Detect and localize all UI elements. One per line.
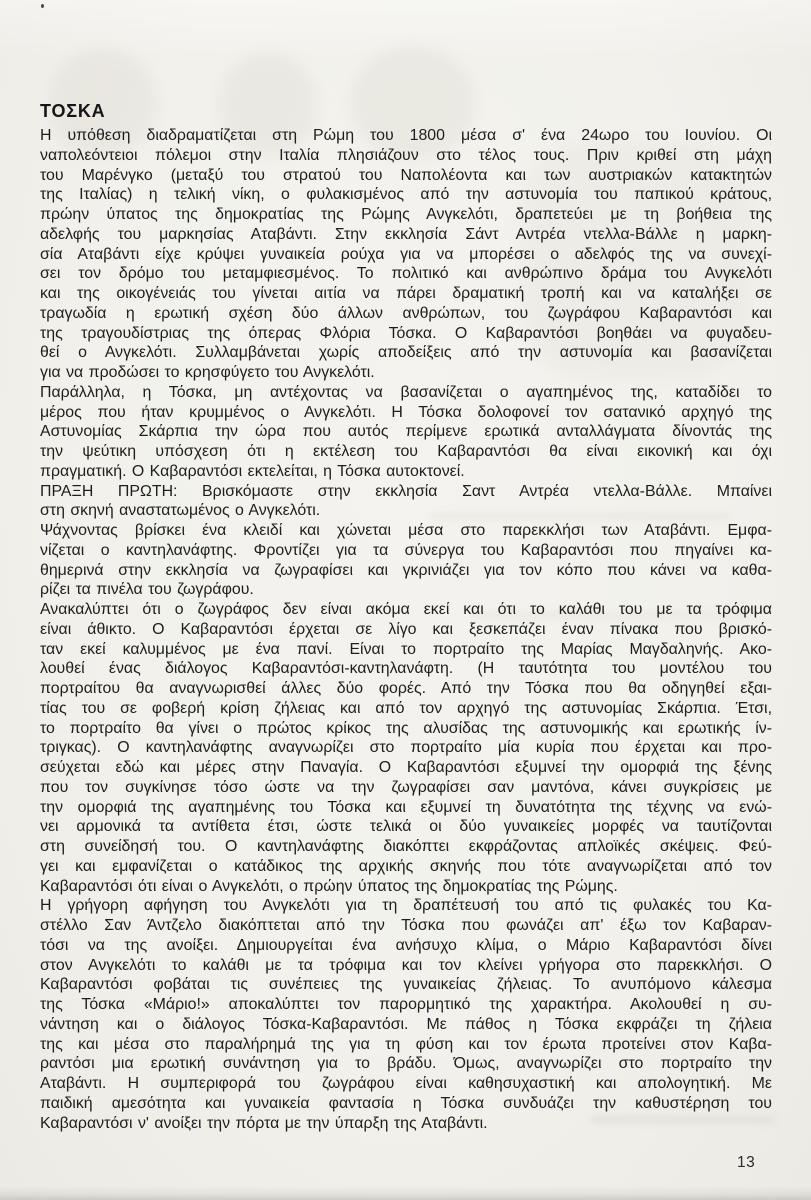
text-line: στη σκηνή αναστατωμένος ο Ανγκελότι.: [40, 502, 321, 520]
text-line: ναπολεόντειοι πόλεμοι στην Ιταλία πλησιάζουν στο τέλος τους. Πριν κριθεί στη μάχη: [40, 146, 772, 164]
text-line: που τον συγκίνησε τόσο ώστε να την ζωγραφίσει σαν μαντόνα, κάνει συγκρίσεις με: [40, 778, 772, 796]
text-line: τίας του σε φοβερή κρίση ζήλειας και από τον αρχηγό της αστυνομίας Σκάρπια. Έτσι,: [40, 699, 772, 717]
text-line: Η υπόθεση διαδραματίζεται στη Ρώμη του 1800 μέσα σ' ένα 24ωρο του Ιουνίου. Οι: [40, 127, 772, 144]
text-line: το πορτραίτο θα γίνει ο πρώτος κρίκος της αλυσίδας της αστυνομικής και ερωτικής ίν-: [40, 719, 772, 737]
text-line: ρίζει τα πινέλα του ζωγράφου.: [40, 581, 254, 599]
text-line: θημερινά στην εκκλησία να ζωγραφίσει και γκρινιάζει για τον κόπο που κάνει να καθα-: [40, 561, 772, 579]
text-line: της τραγουδίστριας της όπερας Φλόρια Τόσκα. Ο Καβαραντόσι βοηθάει να φυγαδευ-: [40, 324, 772, 342]
article-body: [40, 126, 772, 1133]
text-line: θεί ο Ανγκελότι. Συλλαμβάνεται χωρίς αποδείξεις από την αστυνομία και βασανίζεται: [40, 344, 772, 362]
text-line: Καβαραντόσι φοβάται τις συνέπειες της γυναικείας ζήλειας. Το ανυπόμονο κάλεσμα: [40, 976, 772, 994]
paragraph: [40, 521, 772, 600]
text-line: τραγωδία η ερωτική σχέση δύο άλλων ανθρώπων, του ζωγράφου Καβαραντόσι και: [40, 304, 772, 322]
text-line: της Τόσκα «Μάριο!» αποκαλύπτει τον παρορμητικό της χαρακτήρα. Ακολουθεί η συ-: [40, 996, 772, 1013]
text-line: Ψάχνοντας βρίσκει ένα κλειδί και χώνεται μέσα στο παρεκκλήσι των Αταβάντι. Εμφα-: [40, 522, 772, 539]
text-line: Η γρήγορη αφήγηση του Ανγκελότι για τη δραπέτευσή του από τις φυλακές του Κα-: [40, 897, 772, 915]
page-title: ΤΟΣΚΑ: [40, 101, 106, 122]
paragraph: [40, 600, 772, 896]
text-line: νίζεται ο καντηλανάφτης. Φροντίζει για τα σύνεργα του Καβαραντόσι που πηγαίνει κα-: [40, 541, 772, 559]
text-line: Ανακαλύπτει ότι ο ζωγράφος δεν είναι ακόμα εκεί και ότι το καλάθι του με τα τρόφιμα: [40, 601, 772, 618]
text-line: Καβαραντόσι ότι είναι ο Ανγκελότι, ο πρώην ύπατος της δημοκρατίας της Ρώμης.: [40, 877, 618, 895]
paragraph: [40, 896, 772, 1133]
text-line: στη συνείδησή του. Ο καντηλανάφτης διακόπτει εκφράζοντας απλοϊκές σκέψεις. Φεύ-: [40, 838, 772, 855]
text-line: Αταβάντι. Η συμπεριφορά του ζωγράφου είναι καθησυχαστική και απολογητική. Με: [40, 1075, 772, 1092]
paragraph: [40, 482, 772, 522]
text-line: ραντόσι μια ερωτική συνάντηση για το βράδυ. Όμως, αναγνωρίζει στο πορτραίτο την: [40, 1055, 772, 1073]
text-line: ταν εκεί καλυμμένος με ένα πανί. Είναι το πορτραίτο της Μαρίας Μαγδαληνής. Ακο-: [40, 640, 772, 658]
text-line: σει τον δρόμο του μεταμφιεσμένος. Το πολιτικό και ανθρώπινο δράμα του Ανγκελότι: [40, 265, 772, 283]
text-line: την ομορφιά της αγαπημένης του Τόσκα και εξυμνεί τη δυνατότητα της τέχνης να ενώ-: [40, 798, 772, 816]
text-line: λουθεί ένας διάλογος Καβαραντόσι-καντηλανάφτη. (Η ταυτότητα του μοντέλου του: [40, 660, 772, 678]
text-line: την ψεύτικη υπόσχεση ότι η εκτέλεση του Καβαραντόσι θα είναι εικονική και όχι: [40, 443, 772, 460]
text-line: του Μαρένγκο (μεταξύ του στρατού του Ναπολέοντα και των αυστριακών κατακτητών: [40, 166, 772, 184]
text-line: για να προδώσει το κρησφύγετο του Ανγκελότι.: [40, 364, 375, 381]
scan-speck: [41, 4, 44, 8]
paragraph: [40, 383, 772, 482]
text-line: νάντηση και ο διάλογος Τόσκα-Καβαραντόσι. Με πάθος η Τόσκα εκφράζει τη ζήλεια: [40, 1015, 772, 1033]
text-line: τριγκας). Ο καντηλανάφτης αναγνωρίζει στο πορτραίτο μία κυρία που έρχεται και προ-: [40, 739, 772, 757]
text-line: αδελφής του μαρκησίας Αταβάντι. Στην εκκλησία Σάντ Αντρέα ντελλα-Βάλλε η μαρκη-: [40, 225, 772, 243]
page-number: 13: [737, 1154, 756, 1171]
paragraph: [40, 126, 772, 383]
text-line: σεύχεται εδώ και μέρες στην Παναγία. Ο Καβαραντόσι εξυμνεί την ομορφιά της ξένης: [40, 759, 772, 776]
text-line: στέλλο Σαν Άντζελο διακόπτεται από την Τόσκα που φωνάζει απ' έξω τον Καβαραν-: [40, 917, 772, 934]
text-line: Καβαραντόσι ν' ανοίξει την πόρτα με την ύπαρξη της Αταβάντι.: [40, 1114, 488, 1132]
text-line: ΠΡΑΞΗ ΠΡΩΤΗ: Βρισκόμαστε στην εκκλησία Σαντ Αντρέα ντελλα-Βάλλε. Μπαίνει: [40, 482, 772, 500]
text-line: είναι άθικτο. Ο Καβαραντόσι έρχεται σε λίγο και ξεσκεπάζει έναν πίνακα που βρισκό-: [40, 620, 772, 638]
text-line: πορτραίτου θα αναγνωρισθεί άλλες δύο φορές. Από την Τόσκα που θα οδηγηθεί εξαι-: [40, 680, 772, 697]
text-line: στον Ανγκελότι το καλάθι με τα τρόφιμα και τον κλείνει γρήγορα στο παρεκκλήσι. Ο: [40, 956, 772, 974]
text-line: τόσι να της ανοίξει. Δημιουργείται ένα ανήσυχο κλίμα, ο Μάριο Καβαραντόσι δίνει: [40, 936, 772, 954]
text-line: πρώην ύπατος της δημοκρατίας της Ρώμης Ανγκελότι, δραπετεύει με τη βοήθεια της: [40, 206, 772, 223]
text-line: της Ιταλίας) η τελική νίκη, ο φυλακισμένος από την αστυνομία του παπικού κράτους,: [40, 186, 772, 204]
text-line: της και μέσα στο παραλήρημά της για τη φύση και τον έρωτα προτείνει στον Καβα-: [40, 1035, 772, 1053]
text-line: νει αρμονικά τα αντίθετα έτσι, ώστε τελικά οι δύο γυναικείες μορφές να ταυτίζονται: [40, 818, 772, 836]
text-line: σία Αταβάντι είχε κρύψει γυναικεία ρούχα για να μπορέσει ο αδελφός της να συνεχί-: [40, 245, 772, 263]
text-line: Αστυνομίας Σκάρπια την ώρα που αυτός περίμενε ερωτικά ανταλλάγματα δίνοντάς της: [40, 423, 772, 441]
text-line: μέρος που ήταν κρυμμένος ο Ανγκελότι. Η Τόσκα δολοφονεί τον σατανικό αρχηγό της: [40, 403, 772, 421]
text-line: παιδική αμεσότητα και γυναικεία φαντασία η Τόσκα συνδυάζει την καθυστέρηση του: [40, 1094, 772, 1112]
text-line: Παράλληλα, η Τόσκα, μη αντέχοντας να βασανίζεται ο αγαπημένος της, καταδίδει το: [40, 383, 772, 401]
text-line: πραγματική. Ο Καβαραντόσι εκτελείται, η Τόσκα αυτοκτονεί.: [40, 462, 465, 480]
text-line: γει και εμφανίζεται ο κατάδικος της αρχικής σκηνής που τότε αναγνωρίζεται από τον: [40, 857, 772, 875]
text-line: και της οικογένειάς του γίνεται αιτία να πάρει δραματική τροπή και να καταλήξει σε: [40, 285, 772, 302]
